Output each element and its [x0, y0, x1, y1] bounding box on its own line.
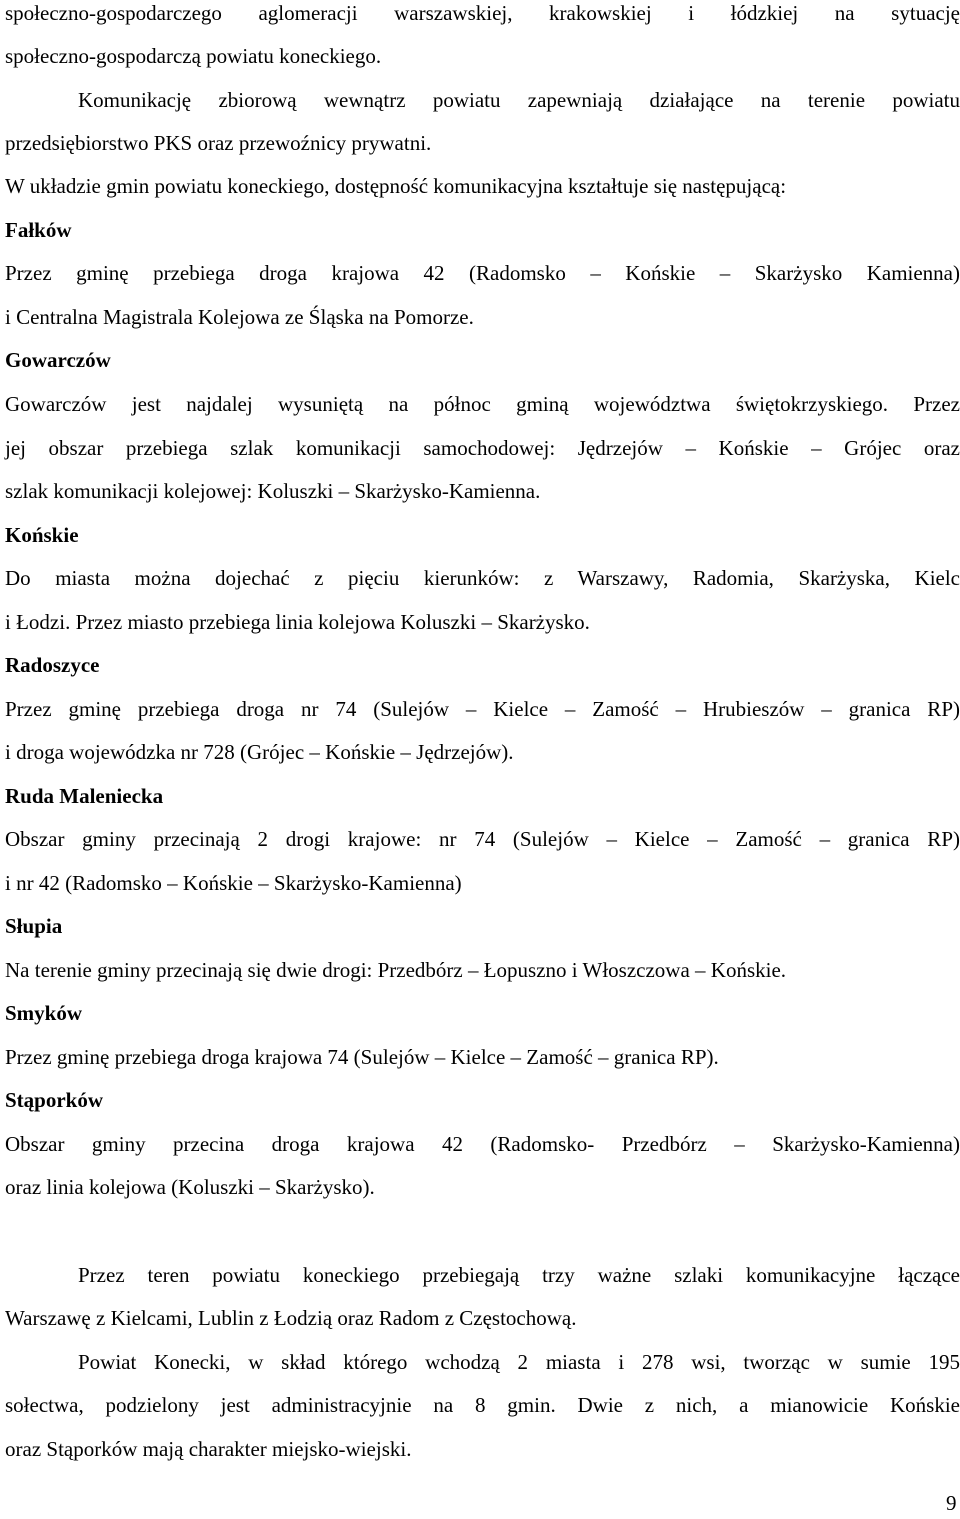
text-line: i droga wojewódzka nr 728 (Grójec – Końskie – Jędrzejów).	[5, 740, 514, 764]
section-heading: Radoszyce	[5, 653, 100, 677]
text-line: Przez gminę przebiega droga nr 74 (Sulejów – Kielce – Zamość – Hrubieszów – granica RP)	[5, 697, 960, 721]
text-line: Do miasta można dojechać z pięciu kierunków: z Warszawy, Radomia, Skarżyska, Kielc	[5, 566, 960, 590]
text-line: i nr 42 (Radomsko – Końskie – Skarżysko-Kamienna)	[5, 871, 462, 895]
section-heading: Smyków	[5, 1001, 83, 1025]
section-heading: Gowarczów	[5, 348, 111, 372]
section-heading: Stąporków	[5, 1088, 104, 1112]
page-number: 9	[946, 1491, 957, 1515]
section-heading: Ruda Maleniecka	[5, 784, 164, 808]
text-line: Obszar gminy przecina droga krajowa 42 (Radomsko- Przedbórz – Skarżysko-Kamienna)	[5, 1132, 960, 1156]
text-line: społeczno-gospodarczego aglomeracji warszawskiej, krakowskiej i łódzkiej na sytuację	[5, 1, 960, 25]
text-line: oraz Stąporków mają charakter miejsko-wiejski.	[5, 1437, 412, 1461]
text-line: szlak komunikacji kolejowej: Koluszki – Skarżysko-Kamienna.	[5, 479, 541, 503]
text-line: przedsiębiorstwo PKS oraz przewoźnicy prywatni.	[5, 131, 432, 155]
text-line: Komunikację zbiorową wewnątrz powiatu zapewniają działające na terenie powiatu	[78, 88, 960, 112]
text-line: W układzie gmin powiatu koneckiego, dostępność komunikacyjna kształtuje się następującą:	[5, 174, 787, 198]
text-line: Na terenie gminy przecinają się dwie drogi: Przedbórz – Łopuszno i Włoszczowa – Końskie.	[5, 958, 787, 982]
section-heading: Końskie	[5, 523, 79, 547]
text-line: i Centralna Magistrala Kolejowa ze Śląska na Pomorze.	[5, 305, 474, 329]
section-heading: Fałków	[5, 218, 72, 242]
text-line: oraz linia kolejowa (Koluszki – Skarżysko).	[5, 1175, 375, 1199]
text-line: Warszawę z Kielcami, Lublin z Łodzią oraz Radom z Częstochową.	[5, 1306, 577, 1330]
text-line: sołectwa, podzielony jest administracyjnie na 8 gmin. Dwie z nich, a mianowicie Końskie	[5, 1393, 960, 1417]
text-line: Powiat Konecki, w skład którego wchodzą 2 miasta i 278 wsi, tworząc w sumie 195	[78, 1350, 960, 1374]
text-line: Przez teren powiatu koneckiego przebiegają trzy ważne szlaki komunikacyjne łączące	[78, 1263, 960, 1287]
text-line: Obszar gminy przecinają 2 drogi krajowe: nr 74 (Sulejów – Kielce – Zamość – granica RP)	[5, 827, 960, 851]
text-line: Przez gminę przebiega droga krajowa 74 (Sulejów – Kielce – Zamość – granica RP).	[5, 1045, 719, 1069]
text-line: Przez gminę przebiega droga krajowa 42 (Radomsko – Końskie – Skarżysko Kamienna)	[5, 261, 960, 285]
text-line: społeczno-gospodarczą powiatu koneckiego.	[5, 44, 382, 68]
section-heading: Słupia	[5, 914, 63, 938]
text-line: i Łodzi. Przez miasto przebiega linia kolejowa Koluszki – Skarżysko.	[5, 610, 590, 634]
text-line: Gowarczów jest najdalej wysuniętą na północ gminą województwa świętokrzyskiego. Przez	[5, 392, 960, 416]
text-line: jej obszar przebiega szlak komunikacji samochodowej: Jędrzejów – Końskie – Grójec oraz	[5, 436, 960, 460]
